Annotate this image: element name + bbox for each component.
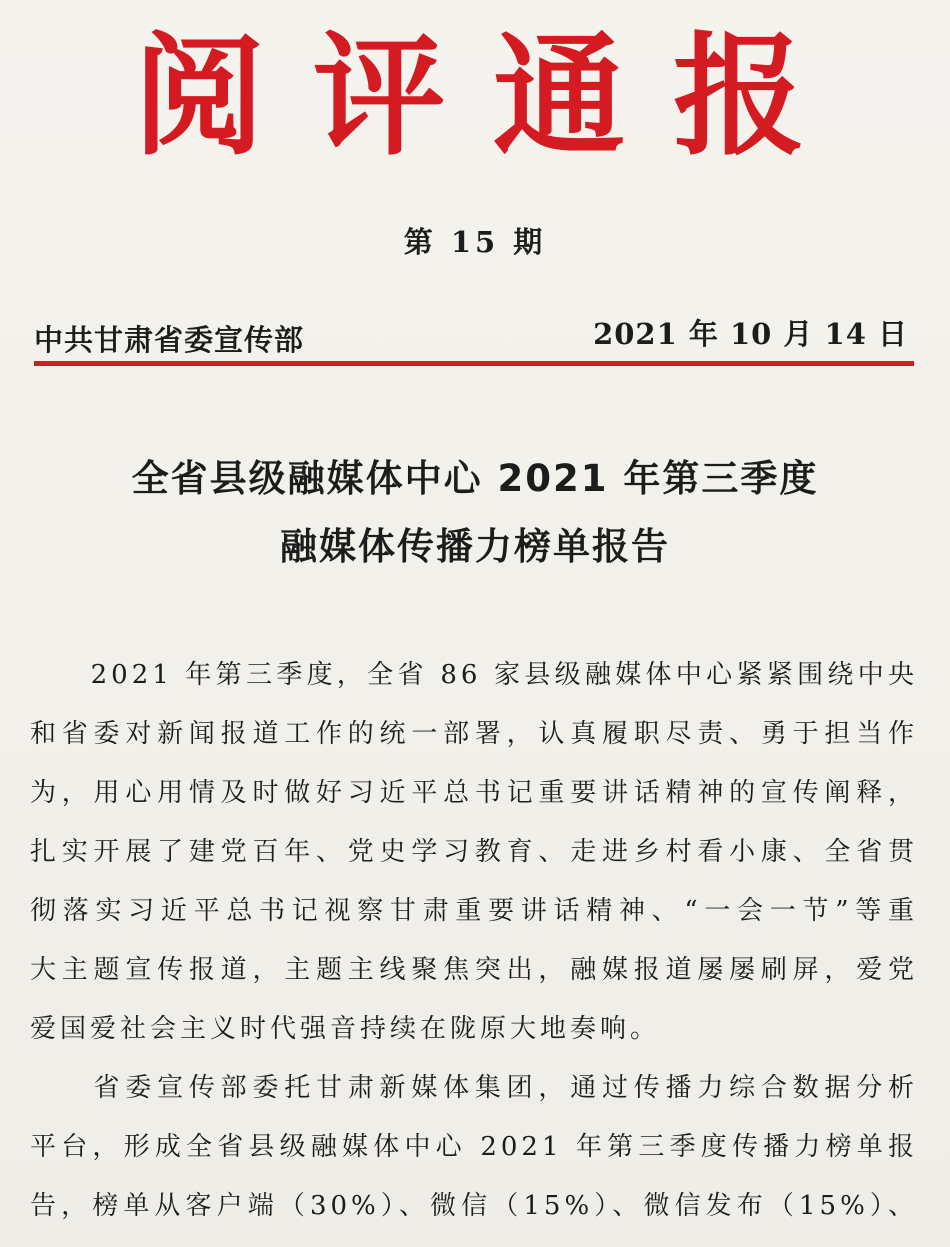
- issue-number: 第 15 期: [403, 225, 547, 259]
- report-title-line-2: 融媒体传播力榜单报告: [280, 525, 670, 568]
- masthead-title: 阅评通报: [133, 20, 853, 174]
- body-line: 告，榜单从客户端（30%）、微信（15%）、微信发布（15%）、: [30, 1191, 918, 1221]
- report-title-line-1: 全省县级融媒体中心 2021 年第三季度: [131, 457, 819, 500]
- issuer-name: 中共甘肃省委宣传部: [34, 323, 305, 357]
- body-line: 扎实开展了建党百年、党史学习教育、走进乡村看小康、全省贯: [30, 837, 918, 867]
- red-divider: [34, 361, 914, 366]
- body-line: 彻落实习近平总书记视察甘肃重要讲话精神、“一会一节”等重: [30, 896, 918, 926]
- body-line: 爱国爱社会主义时代强音持续在陇原大地奏响。: [30, 1014, 661, 1044]
- issue-date: 2021 年 10 月 14 日: [593, 317, 908, 351]
- body-line: 为，用心用情及时做好习近平总书记重要讲话精神的宣传阐释，: [30, 778, 918, 808]
- body-line: 大主题宣传报道，主题主线聚焦突出，融媒报道屡屡刷屏，爱党: [30, 955, 918, 985]
- body-line: 省委宣传部委托甘肃新媒体集团，通过传播力综合数据分析: [30, 1073, 918, 1103]
- body-line: 平台，形成全省县级融媒体中心 2021 年第三季度传播力榜单报: [30, 1132, 918, 1162]
- body-line: 和省委对新闻报道工作的统一部署，认真履职尽责、勇于担当作: [30, 719, 918, 749]
- body-line: 2021 年第三季度，全省 86 家县级融媒体中心紧紧围绕中央: [30, 660, 918, 690]
